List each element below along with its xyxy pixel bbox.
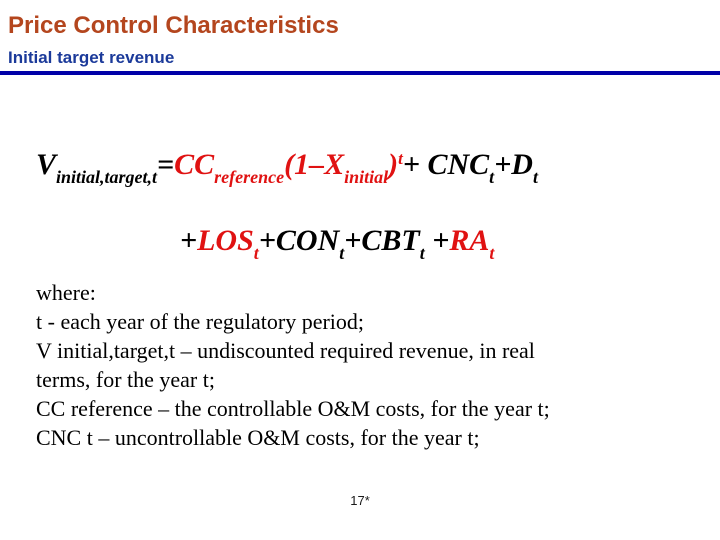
formula-segment: ) [388, 148, 399, 181]
definition-line: where: [36, 280, 96, 305]
definition-line: terms, for the year t; [36, 367, 215, 392]
formula-segment: +CBT [344, 224, 420, 257]
definition-line: V initial,target,t – undiscounted required revenue, in real [36, 338, 535, 363]
formula-segment: +CON [258, 224, 340, 257]
formula-segment: = [157, 148, 175, 181]
formula-segment: t [489, 243, 495, 263]
revenue-formula-line-1 [36, 148, 538, 188]
definition-line: t - each year of the regulatory period; [36, 309, 365, 334]
formula-segment: t [489, 167, 495, 187]
slide-subtitle: Initial target revenue [8, 48, 175, 67]
revenue-formula-line-2 [180, 224, 494, 264]
formula-segment: t [398, 149, 403, 168]
definition-line: CC reference – the controllable O&M costs, for the year t; [36, 396, 550, 421]
formula-segment: + [424, 224, 450, 257]
formula-segment: V [36, 148, 57, 181]
formula-segment: t [532, 167, 538, 187]
page-number: 17* [350, 493, 370, 508]
formula-segment: t [339, 243, 345, 263]
formula-segment: + [180, 224, 198, 257]
slide-title: Price Control Characteristics [8, 12, 339, 39]
formula-segment: reference [214, 167, 285, 187]
formula-segment: t [419, 243, 425, 263]
formula-segment: t [253, 243, 259, 263]
formula-segment: +D [494, 148, 533, 181]
formula-segment: RA [449, 224, 490, 257]
definition-line: CNC t – uncontrollable O&M costs, for the year t; [36, 425, 480, 450]
formula-segment: LOS [197, 224, 254, 257]
formula-segment: + CNC [402, 148, 490, 181]
term-definitions-block [36, 278, 696, 452]
header-divider-rule [0, 71, 720, 75]
formula-segment: initial [344, 167, 389, 187]
formula-segment: (1–X [284, 148, 345, 181]
formula-segment: CC [174, 148, 215, 181]
formula-segment: initial,target,t [56, 167, 158, 187]
